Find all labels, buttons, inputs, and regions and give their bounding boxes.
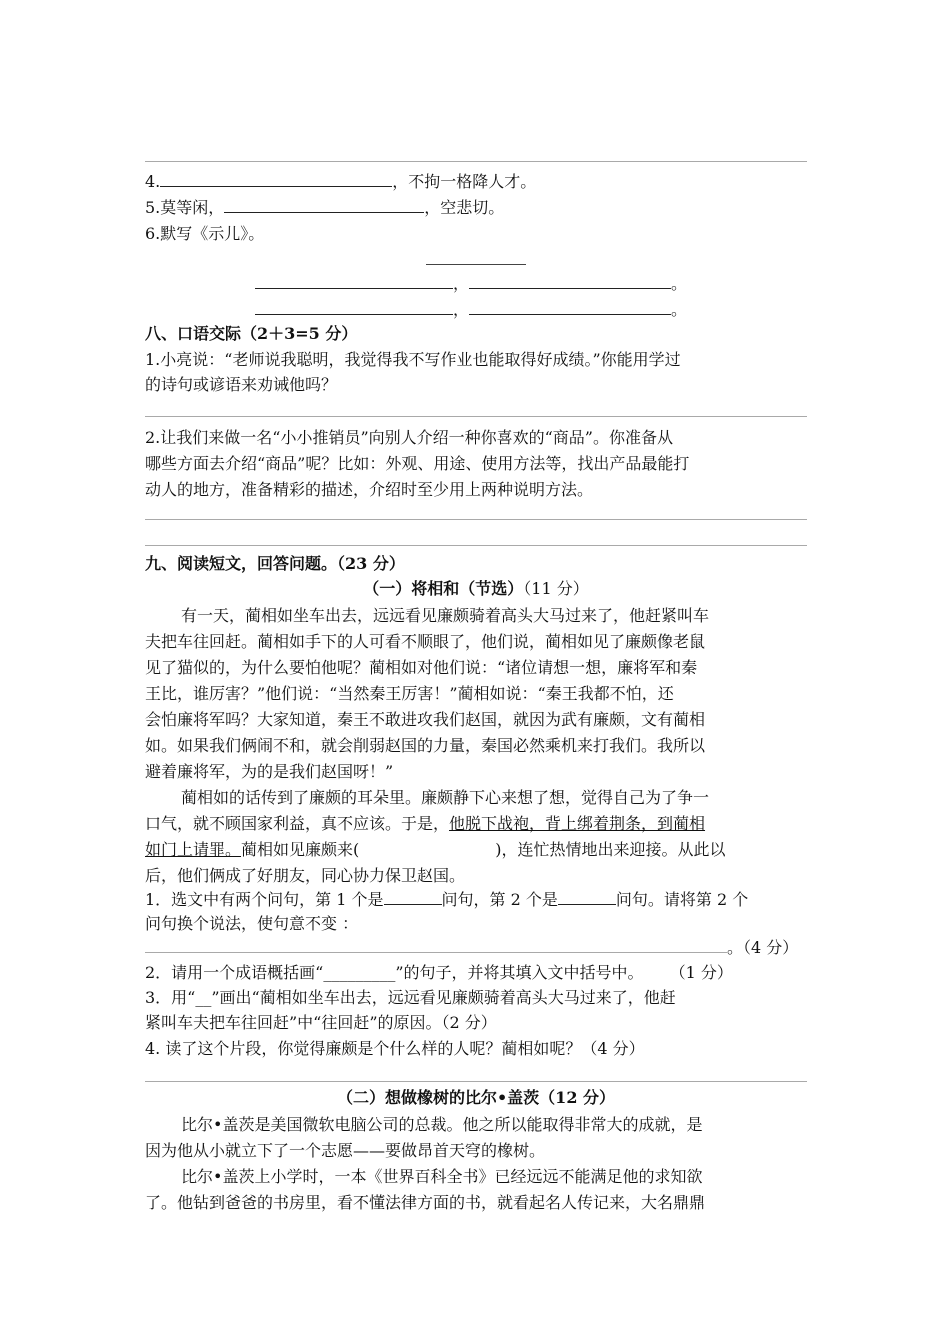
question-7-4: 4. ，不拘一格降人才。 [145, 172, 537, 191]
question-8-2-line1: 2.让我们来做一名“小小推销员”向别人介绍一种你喜欢的“商品”。你准备从 [145, 428, 673, 447]
question-7-5: 5.莫等闲， ，空悲切。 [145, 198, 505, 217]
passage-1-line: 见了猫似的，为什么要怕他呢？蔺相如对他们说：“诸位请想一想，廉将军和秦 [145, 658, 698, 677]
passage-1-title: （一）将相和（节选）（11 分） [363, 579, 589, 598]
reading-question-1: 1．选文中有两个问句，第 1 个是 问句，第 2 个是 问句。请将第 2 个 [145, 890, 749, 909]
answer-blank[interactable] [160, 170, 392, 187]
answer-blank[interactable] [384, 888, 442, 905]
section-8-heading: 八、口语交际（2＋3=5 分） [145, 324, 358, 343]
answer-blank[interactable] [469, 272, 671, 289]
passage-2-title: （二）想做橡树的比尔•盖茨（12 分） [336, 1088, 616, 1107]
question-7-6: 6.默写《示儿》。 [145, 224, 265, 243]
passage-1-line: 王比，谁厉害？”他们说：“当然秦王厉害！”蔺相如说：“秦王我都不怕，还 [145, 684, 674, 703]
question-8-2-line3: 动人的地方，准备精彩的描述，介绍时至少用上两种说明方法。 [145, 480, 594, 499]
underlined-sentence: 如门上请罪。 [145, 840, 242, 859]
poem-title-blank[interactable] [426, 264, 526, 265]
passage-1-line: 有一天，蔺相如坐车出去，远远看见廉颇骑着高头大马过来了，他赶紧叫车 [181, 606, 710, 625]
answer-blank[interactable] [224, 196, 424, 213]
answer-blank[interactable] [558, 888, 616, 905]
answer-line[interactable] [145, 545, 807, 546]
answer-blank[interactable] [255, 298, 453, 315]
question-8-1-line2: 的诗句或谚语来劝诫他吗？ [145, 375, 338, 394]
passage-2-line: 了。他钻到爸爸的书房里，看不懂法律方面的书，就看起名人传记来，大名鼎鼎 [145, 1193, 706, 1212]
passage-1-line: 夫把车往回赶。蔺相如手下的人可看不顺眼了，他们说，蔺相如见了廉颇像老鼠 [145, 632, 706, 651]
reading-question-1-answer: 。（4 分） [145, 936, 807, 960]
passage-2-line: 比尔•盖茨上小学时，一本《世界百科全书》已经远远不能满足他的求知欲 [181, 1167, 703, 1186]
answer-line[interactable] [145, 1081, 807, 1082]
passage-1-line: 如门上请罪。蔺相如见廉颇来( )，连忙热情地出来迎接。从此以 [145, 840, 726, 859]
passage-1-line: 避着廉将军，为的是我们赵国呀！” [145, 762, 394, 781]
answer-line [145, 161, 807, 162]
passage-2-line: 比尔•盖茨是美国微软电脑公司的总裁。他之所以能取得非常大的成就，是 [181, 1115, 703, 1134]
question-8-2-line2: 哪些方面去介绍“商品”呢？比如：外观、用途、使用方法等，找出产品最能打 [145, 454, 690, 473]
reading-question-1-line2: 问句换个说法，使句意不变 ： [145, 914, 359, 933]
underlined-sentence: 他脱下战袍，背上绑着荆条，到蔺相 [449, 814, 706, 833]
passage-1-line: 口气，就不顾国家利益，真不应该。于是，他脱下战袍，背上绑着荆条，到蔺相 [145, 814, 706, 833]
passage-1-line: 后，他们俩成了好朋友，同心协力保卫赵国。 [145, 866, 466, 885]
answer-line[interactable] [145, 416, 807, 417]
answer-blank[interactable] [469, 298, 671, 315]
reading-question-4: 4. 读了这个片段，你觉得廉颇是个什么样的人呢？蔺相如呢？（4 分） [145, 1039, 645, 1058]
reading-question-3-line1: 3．用“__”画出“蔺相如坐车出去，远远看见廉颇骑着高头大马过来了，他赶 [145, 988, 676, 1007]
answer-line[interactable] [145, 519, 807, 520]
question-8-1-line1: 1.小亮说：“老师说我聪明，我觉得我不写作业也能取得好成绩。”你能用学过 [145, 350, 681, 369]
passage-1-line: 蔺相如的话传到了廉颇的耳朵里。廉颇静下心来想了想，觉得自己为了争一 [181, 788, 710, 807]
passage-1-line: 如。如果我们俩闹不和，就会削弱赵国的力量，秦国必然乘机来打我们。我所以 [145, 736, 706, 755]
poem-line-1: ， 。 [255, 272, 705, 296]
passage-1-line: 会怕廉将军吗？大家知道，秦王不敢进攻我们赵国，就因为武有廉颇，文有蔺相 [145, 710, 706, 729]
poem-line-2: ， 。 [255, 298, 705, 322]
answer-line[interactable] [145, 936, 727, 953]
answer-blank[interactable] [255, 272, 453, 289]
reading-question-2: 2．请用一个成语概括画“_________”的句子，并将其填入文中括号中。 （1 分） [145, 963, 733, 982]
passage-2-line: 因为他从小就立下了一个志愿——要做昂首天穹的橡树。 [145, 1141, 546, 1160]
reading-question-3-line2: 紧叫车夫把车往回赶”中“往回赶”的原因。（2 分） [145, 1013, 497, 1032]
section-9-heading: 九、阅读短文，回答问题。（23 分） [145, 554, 405, 573]
